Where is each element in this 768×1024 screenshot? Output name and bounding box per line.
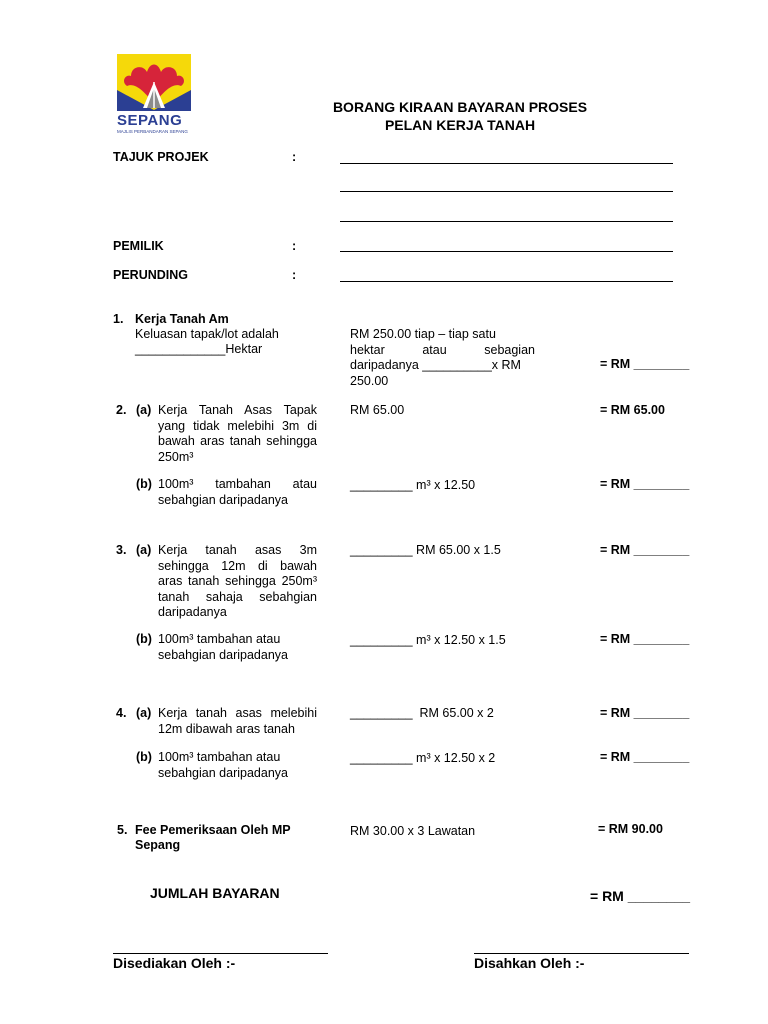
item-3a-result: = RM ________ — [600, 543, 690, 557]
label-tajuk-projek: TAJUK PROJEK — [113, 150, 209, 164]
total-result: = RM ________ — [590, 888, 691, 904]
item-4-number: 4. — [116, 706, 127, 720]
item-3-number: 3. — [116, 543, 127, 557]
perunding-line — [340, 281, 673, 282]
item-3b-desc-2: sebahgian daripadanya — [158, 648, 288, 662]
form-title-line2: PELAN KERJA TANAH — [384, 117, 536, 133]
item-2a-rate: RM 65.00 — [350, 403, 405, 417]
item-3a-label: (a) — [136, 543, 152, 557]
item-1-rate-line-4: 250.00 — [350, 373, 389, 388]
item-4b-result: = RM ________ — [600, 750, 690, 764]
item-5-rate: RM 30.00 x 3 Lawatan — [350, 824, 476, 838]
approved-by-label: Disahkan Oleh :- — [474, 955, 585, 971]
item-4a-rate: _________ RM 65.00 x 2 — [350, 706, 494, 720]
prepared-by-label: Disediakan Oleh :- — [113, 955, 236, 971]
tajuk-projek-line-2 — [340, 191, 673, 192]
approved-signature-line — [474, 953, 689, 954]
item-2-number: 2. — [116, 403, 127, 417]
item-3b-desc-1: 100m³ tambahan atau — [158, 632, 281, 646]
item-1-rate-line-3: daripadanya __________x RM — [350, 358, 521, 372]
prepared-signature-line — [113, 953, 328, 954]
item-2a-label: (a) — [136, 403, 152, 417]
label-perunding: PERUNDING — [113, 268, 189, 282]
item-3b-label: (b) — [136, 632, 152, 646]
item-4a-label: (a) — [136, 706, 152, 720]
colon: : — [292, 150, 297, 164]
item-4b-desc-2: sebahgian daripadanya — [158, 766, 288, 780]
item-4b-rate: _________ m³ x 12.50 x 2 — [350, 751, 496, 765]
sepang-logo — [113, 52, 195, 134]
item-5-title-2: Sepang — [135, 838, 181, 852]
tajuk-projek-line-3 — [340, 221, 673, 222]
item-3a-rate: _________ RM 65.00 x 1.5 — [350, 543, 501, 557]
label-pemilik: PEMILIK — [113, 239, 164, 253]
item-2a-result: = RM 65.00 — [600, 403, 665, 417]
item-3b-result: = RM ________ — [600, 632, 690, 646]
item-2b-desc: 100m³ tambahan atau sebahgian daripadanya — [158, 477, 317, 507]
item-1-rate-line-1: RM 250.00 tiap – tiap satu — [350, 327, 496, 341]
item-1-desc-2: _____________Hektar — [135, 342, 263, 356]
item-2b-label: (b) — [136, 477, 152, 491]
logo-tagline: MAJLIS PERBANDARAN SEPANG — [117, 129, 188, 134]
form-title-line1: BORANG KIRAAN BAYARAN PROSES — [332, 99, 588, 115]
item-5-number: 5. — [117, 823, 128, 837]
item-4a-desc: Kerja tanah asas melebihi 12m dibawah aras tanah — [158, 706, 317, 736]
pemilik-line — [340, 251, 673, 252]
item-5-result: = RM 90.00 — [598, 822, 663, 836]
item-5-title-1: Fee Pemeriksaan Oleh MP — [135, 823, 291, 837]
item-3a-desc: Kerja tanah asas 3m sehingga 12m di bawah aras tanah sehingga 250m³ tanah sahaja sebahgian daripadanya — [158, 543, 317, 619]
item-1-title: Kerja Tanah Am — [135, 312, 229, 326]
item-1-result: = RM ________ — [600, 357, 690, 371]
item-2a-desc: Kerja Tanah Asas Tapak yang tidak melebihi 3m di bawah aras tanah sehingga 250m³ — [158, 403, 317, 464]
item-4b-label: (b) — [136, 750, 152, 764]
tajuk-projek-line-1 — [340, 163, 673, 164]
item-2b-result: = RM ________ — [600, 477, 690, 491]
logo-brand-text: SEPANG — [117, 112, 183, 129]
item-1-number: 1. — [113, 312, 124, 326]
colon: : — [292, 239, 297, 253]
total-label: JUMLAH BAYARAN — [150, 885, 280, 901]
colon: : — [292, 268, 297, 282]
item-4b-desc-1: 100m³ tambahan atau — [158, 750, 281, 764]
item-2b-rate: _________ m³ x 12.50 — [350, 478, 476, 492]
item-1-rate-line-2: hektar atau sebagian — [350, 342, 535, 357]
item-3b-rate: _________ m³ x 12.50 x 1.5 — [350, 633, 506, 647]
item-1-desc-1: Keluasan tapak/lot adalah — [135, 327, 279, 341]
item-4a-result: = RM ________ — [600, 706, 690, 720]
